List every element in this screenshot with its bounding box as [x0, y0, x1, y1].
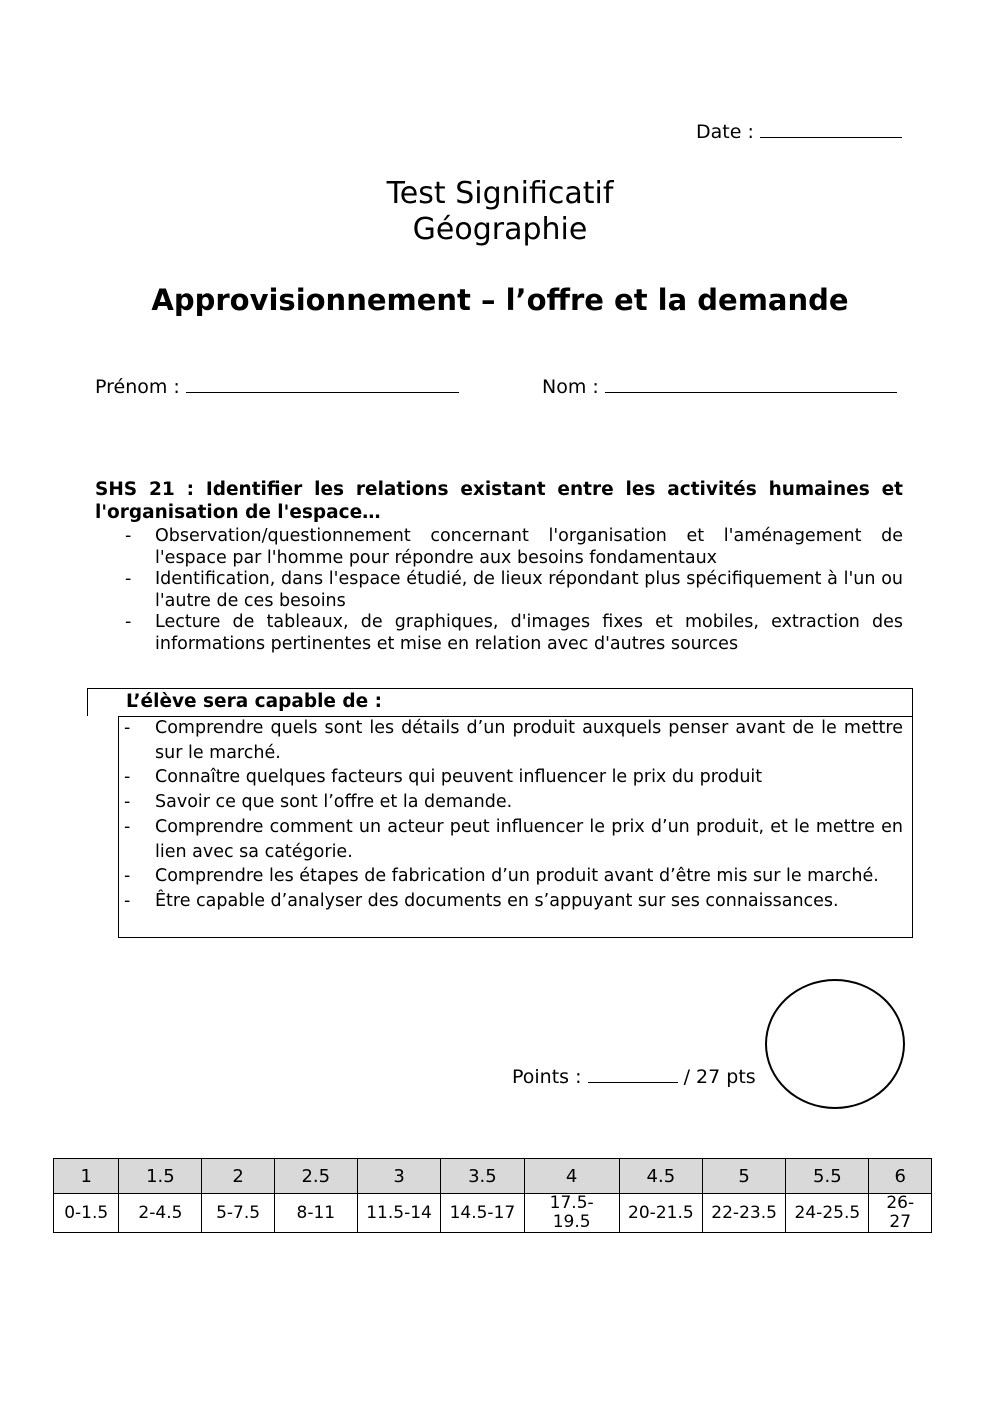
grade-cell: 1.5	[119, 1159, 202, 1194]
list-item	[95, 569, 903, 612]
list-item	[118, 864, 903, 889]
dash-bullet: -	[125, 569, 132, 589]
date-blank[interactable]	[760, 118, 902, 138]
grade-cell: 1	[54, 1159, 119, 1194]
prenom-field	[95, 373, 459, 398]
objective-item-text: Lecture de tableaux, de graphiques, d'images fixes et mobiles, extraction des informations pertinentes et mise en relation avec d'autres sources	[155, 612, 903, 654]
nom-blank[interactable]	[605, 373, 897, 393]
range-cell: 5-7.5	[202, 1194, 274, 1233]
prenom-blank[interactable]	[186, 373, 459, 393]
range-cell: 8-11	[274, 1194, 357, 1233]
grade-cell: 3	[357, 1159, 440, 1194]
grade-cell: 4	[524, 1159, 619, 1194]
list-item	[118, 716, 903, 765]
dash-bullet: -	[124, 816, 131, 837]
list-item	[95, 526, 903, 569]
grade-row	[54, 1159, 932, 1194]
dash-bullet: -	[124, 767, 131, 788]
grade-circle[interactable]	[765, 979, 905, 1109]
capable-list	[118, 716, 903, 914]
prenom-label: Prénom :	[95, 376, 180, 398]
objective-heading: SHS 21 : Identifier les relations existant entre les activités humaines et l'organisation de l'espace…	[95, 479, 903, 523]
range-cell: 11.5-14	[357, 1194, 440, 1233]
date-field	[696, 118, 902, 143]
main-title: Approvisionnement – l’offre et la demande	[151, 283, 849, 317]
dash-bullet: -	[125, 526, 132, 546]
list-item	[118, 790, 903, 815]
objective-item-text: Identification, dans l'espace étudié, de lieux répondant plus spécifiquement à l'un ou l'autre de ces besoins	[155, 569, 903, 611]
list-item	[118, 765, 903, 790]
list-item	[118, 889, 903, 914]
range-cell: 17.5- 19.5	[524, 1194, 619, 1233]
grade-cell: 3.5	[441, 1159, 524, 1194]
test-title: Test Significatif	[386, 176, 614, 211]
nom-field	[542, 373, 897, 398]
capable-heading: L’élève sera capable de :	[126, 691, 383, 712]
capable-item-text: Être capable d’analyser des documents en s’appuyant sur ses connaissances.	[155, 890, 839, 911]
capable-item-text: Connaître quelques facteurs qui peuvent influencer le prix du produit	[155, 767, 763, 788]
grade-table	[53, 1158, 932, 1233]
dash-bullet: -	[124, 792, 131, 813]
grade-cell: 5.5	[786, 1159, 869, 1194]
range-row	[54, 1194, 932, 1233]
range-cell: 14.5-17	[441, 1194, 524, 1233]
grade-cell: 2.5	[274, 1159, 357, 1194]
subject-title: Géographie	[412, 212, 588, 247]
capable-item-text: Comprendre les étapes de fabrication d’un produit avant d’être mis sur le marché.	[155, 866, 879, 887]
range-cell: 24-25.5	[786, 1194, 869, 1233]
capable-item-text: Comprendre quels sont les détails d’un produit auxquels penser avant de le mettre sur le marché.	[155, 718, 903, 763]
dash-bullet: -	[124, 718, 131, 738]
objective-section	[95, 478, 903, 655]
capable-item-text: Comprendre comment un acteur peut influencer le prix d’un produit, et le mettre en lien avec sa catégorie.	[155, 816, 903, 862]
dash-bullet: -	[125, 612, 132, 632]
date-label: Date :	[696, 121, 754, 143]
capable-item-text: Savoir ce que sont l’offre et la demande.	[155, 792, 513, 813]
list-item	[118, 815, 903, 864]
grade-cell: 5	[702, 1159, 785, 1194]
grade-cell: 6	[869, 1159, 932, 1194]
range-cell: 2-4.5	[119, 1194, 202, 1233]
range-cell: 22-23.5	[702, 1194, 785, 1233]
points-blank[interactable]	[588, 1063, 678, 1083]
points-label: Points :	[512, 1066, 582, 1088]
dash-bullet: -	[124, 866, 131, 887]
points-field	[512, 1063, 756, 1088]
nom-label: Nom :	[542, 376, 599, 398]
grade-cell: 4.5	[619, 1159, 702, 1194]
range-cell: 26- 27	[869, 1194, 932, 1233]
list-item	[95, 612, 903, 655]
range-cell: 0-1.5	[54, 1194, 119, 1233]
grade-cell: 2	[202, 1159, 274, 1194]
points-total: / 27 pts	[683, 1066, 756, 1088]
range-cell: 20-21.5	[619, 1194, 702, 1233]
dash-bullet: -	[124, 890, 131, 911]
objective-item-text: Observation/questionnement concernant l'organisation et l'aménagement de l'espace par l'homme pour répondre aux besoins fondamentaux	[155, 526, 903, 568]
objective-list	[95, 526, 903, 655]
